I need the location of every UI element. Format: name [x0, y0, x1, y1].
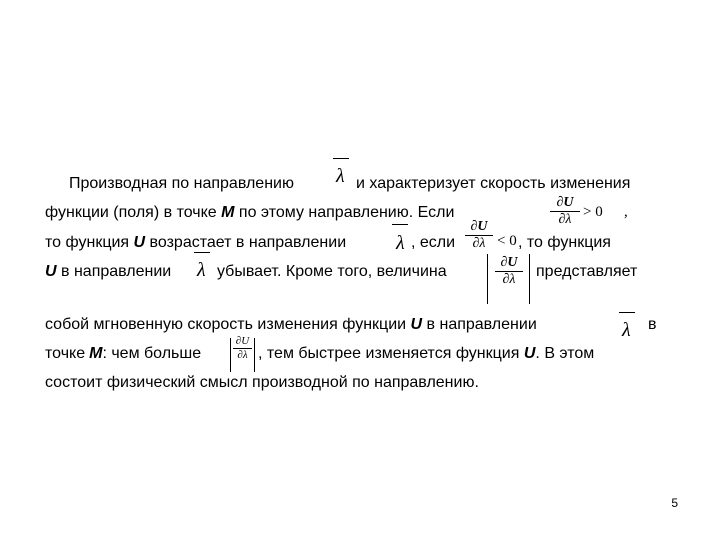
line-5	[45, 315, 537, 335]
line-2	[45, 203, 454, 223]
numerator: ∂U	[470, 219, 488, 234]
vector-bar	[194, 252, 210, 253]
text: в	[648, 316, 657, 333]
line-7	[45, 373, 479, 393]
lt-zero: < 0	[497, 233, 517, 249]
line-6-tail	[258, 344, 594, 364]
line-3-esli	[411, 233, 455, 253]
line-1	[69, 174, 294, 194]
line-5-end	[648, 315, 657, 335]
variable-U: U	[133, 234, 146, 251]
text: Производная по направлению	[69, 175, 294, 192]
denominator: ∂λ	[502, 272, 516, 287]
abs-bar-left	[230, 338, 231, 372]
variable-U: U	[410, 316, 423, 333]
lambda-symbol: λ	[622, 319, 631, 341]
derivative-fraction	[465, 220, 493, 251]
vector-bar	[392, 224, 408, 225]
line-3-tail	[518, 233, 611, 253]
vector-bar	[619, 312, 635, 313]
text: точке	[45, 345, 86, 362]
abs-derivative-fraction	[495, 256, 523, 287]
text: . В этом	[535, 345, 595, 362]
numerator: ∂U	[556, 195, 574, 210]
variable-U: U	[523, 345, 536, 362]
denominator: ∂λ	[237, 349, 248, 361]
abs-bar-right	[254, 338, 255, 372]
denominator: ∂λ	[472, 236, 486, 251]
lambda-symbol: λ	[336, 165, 345, 187]
vector-bar	[333, 158, 349, 159]
page-number: 5	[671, 496, 678, 510]
numerator: ∂U	[235, 335, 250, 347]
lambda-symbol: λ	[396, 232, 405, 254]
line-1-tail	[356, 174, 630, 194]
numerator: ∂U	[500, 255, 518, 270]
text: : чем больше	[102, 345, 202, 362]
line-4-end	[536, 262, 637, 282]
line-3	[45, 233, 346, 253]
text: собой мгновенную скорость изменения функции	[45, 316, 407, 333]
denominator: ∂λ	[558, 212, 572, 227]
variable-M: M	[89, 345, 103, 362]
gt-zero: > 0	[583, 204, 603, 220]
derivative-fraction	[550, 196, 580, 227]
text: и характеризует скорость изменения	[356, 175, 631, 192]
text: функции (поля) в точке	[45, 204, 217, 221]
variable-M: M	[221, 204, 235, 221]
abs-derivative-fraction	[233, 336, 252, 361]
text: то функция	[45, 234, 130, 251]
text: представляет	[536, 263, 638, 280]
text: по этому направлению. Если	[238, 204, 455, 221]
text: в направлении	[426, 316, 537, 333]
text: возрастает в направлении	[149, 234, 347, 251]
text: состоит физический смысл производной по направлению.	[45, 374, 479, 391]
variable-U: U	[45, 263, 57, 280]
abs-bar-left	[487, 254, 488, 304]
comma: ,	[624, 204, 628, 220]
text: , если	[411, 234, 456, 251]
text: убывает. Кроме того, величина	[217, 263, 447, 280]
line-4	[45, 262, 171, 282]
text: , то функция	[518, 234, 611, 251]
text: , тем быстрее изменяется функция	[258, 345, 520, 362]
line-4-tail	[217, 262, 447, 282]
line-6	[45, 344, 201, 364]
lambda-symbol: λ	[197, 259, 206, 281]
abs-bar-right	[529, 254, 530, 304]
text: в направлении	[61, 263, 172, 280]
